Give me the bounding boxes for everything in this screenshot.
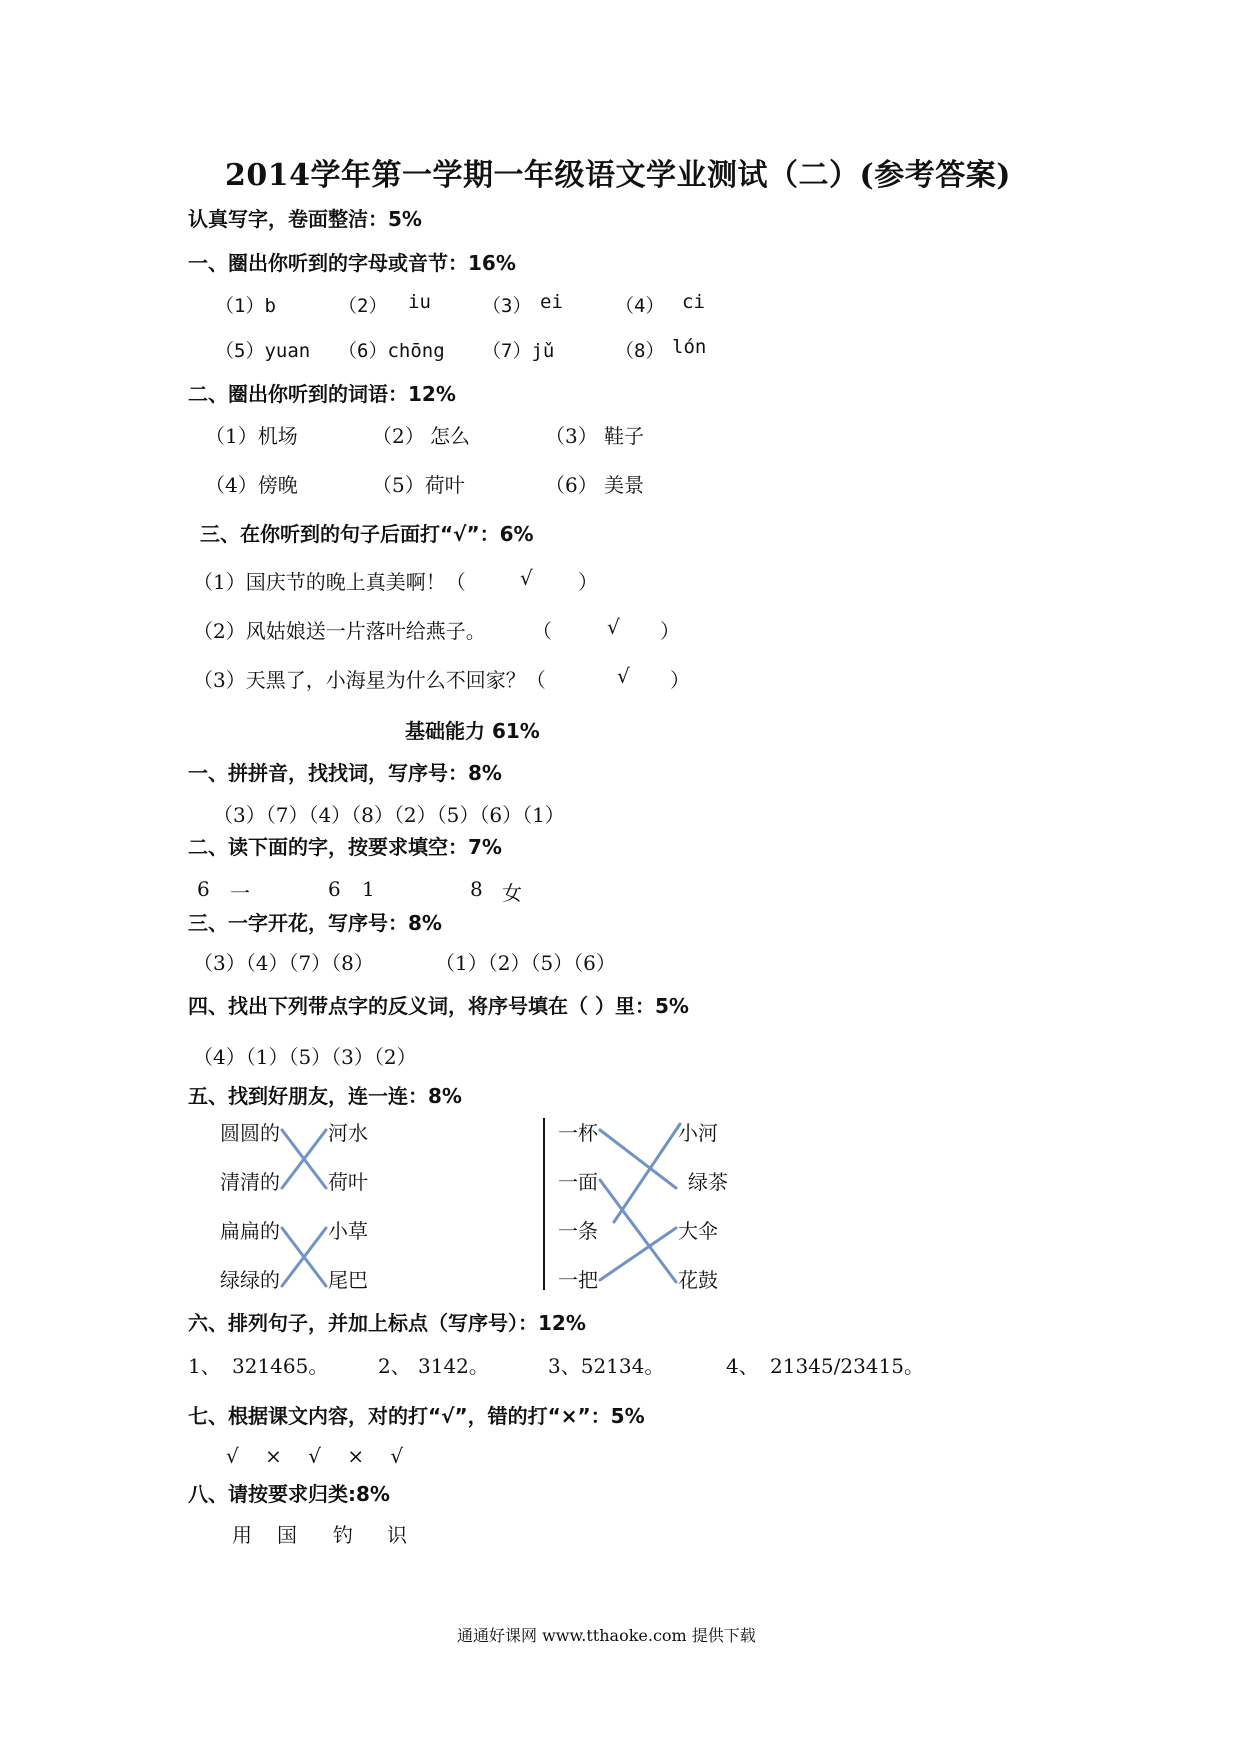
answer-item: ci <box>682 291 705 313</box>
question-heading: 七、根据课文内容，对的打“√”，错的打“×”：5% <box>188 1404 645 1428</box>
question-heading: 八、请按要求归类:8% <box>188 1482 390 1506</box>
check-mark: √ <box>617 664 630 688</box>
intro-line: 认真写字，卷面整洁：5% <box>188 207 422 231</box>
answer-line: （4）（1）（5）（3）（2） <box>193 1045 417 1069</box>
answer-item: 4、 <box>726 1354 759 1378</box>
answer-item: （5）荷叶 <box>372 473 465 497</box>
match-right-b: 大伞 <box>678 1219 718 1243</box>
section-heading: 三、在你听到的句子后面打“√”：6% <box>200 522 534 546</box>
answer-line: （3）（7）（4）（8）（2）（5）（6）（1） <box>213 803 565 827</box>
match-line <box>614 1124 680 1222</box>
answer-item: （2） <box>372 424 425 448</box>
answer-item: （4）傍晚 <box>205 473 298 497</box>
answer-item: lón <box>672 336 707 358</box>
answer-item: 8 <box>470 877 483 901</box>
match-right-a: 一面 <box>558 1170 598 1194</box>
match-right-b: 小河 <box>678 1121 718 1145</box>
question-heading: 五、找到好朋友，连一连：8% <box>188 1084 462 1108</box>
match-left-b: 河水 <box>328 1121 368 1145</box>
bracket: ） <box>660 619 680 643</box>
sentence-item: （2）风姑娘送一片落叶给燕子。 <box>193 619 486 643</box>
match-line <box>600 1130 676 1188</box>
answer-item: （8） <box>615 340 665 362</box>
question-heading: 二、读下面的字，按要求填空：7% <box>188 835 502 859</box>
answer-item: 3、52134。 <box>548 1354 665 1378</box>
char-item: 用 <box>232 1523 252 1547</box>
bracket: ） <box>578 570 598 594</box>
answer-line: （3）（4）（7）（8） <box>193 951 374 975</box>
sentence-item: （1）国庆节的晚上真美啊！（ <box>193 570 466 594</box>
answer-item: （5）yuan <box>215 340 311 362</box>
match-right-a: 一条 <box>558 1219 598 1243</box>
section-heading: 二、圈出你听到的词语：12% <box>188 382 456 406</box>
answer-item: （6） <box>545 473 598 497</box>
answer-item: 321465。 <box>232 1354 329 1378</box>
answer-item: （1）机场 <box>205 424 298 448</box>
answer-item: （2） <box>338 295 388 317</box>
bracket: ） <box>670 668 690 692</box>
footer-text: 通通好课网 www.tthaoke.com 提供下载 <box>457 1626 756 1645</box>
check-mark: √ <box>520 566 533 590</box>
answer-item: （3） <box>482 295 532 317</box>
question-heading: 六、排列句子，并加上标点（写序号）：12% <box>188 1311 586 1335</box>
match-line <box>600 1180 676 1282</box>
answer-item: 6 <box>328 877 341 901</box>
char-item: 钓 <box>333 1523 353 1547</box>
answer-item: 1 <box>362 877 375 901</box>
check-mark: √ <box>607 615 620 639</box>
answer-line: √ × √ × √ <box>226 1444 414 1468</box>
match-right-a: 一把 <box>558 1268 598 1292</box>
answer-item: 2、 <box>378 1354 411 1378</box>
bracket: （ <box>532 619 552 643</box>
answer-item: 鞋子 <box>604 424 644 448</box>
char-item: 国 <box>277 1523 297 1547</box>
match-left-a: 绿绿的 <box>220 1268 280 1292</box>
answer-item: ei <box>540 291 563 313</box>
question-heading: 四、找出下列带点字的反义词，将序号填在（ ）里：5% <box>188 994 689 1018</box>
answer-item: （6）chōng <box>338 340 445 362</box>
answer-item: 1、 <box>188 1354 221 1378</box>
match-left-b: 荷叶 <box>328 1170 368 1194</box>
answer-item: 怎么 <box>430 424 470 448</box>
section-heading: 一、圈出你听到的字母或音节：16% <box>188 251 516 275</box>
match-left-a: 扁扁的 <box>220 1219 280 1243</box>
match-left-a: 圆圆的 <box>220 1121 280 1145</box>
answer-item: 一 <box>230 881 250 905</box>
match-right-a: 一杯 <box>558 1121 598 1145</box>
char-item: 识 <box>387 1523 407 1547</box>
match-right-b: 绿茶 <box>688 1170 728 1194</box>
sentence-item: （3）天黑了，小海星为什么不回家？（ <box>193 668 546 692</box>
answer-item: iu <box>408 291 431 313</box>
answer-item: 3142。 <box>418 1354 489 1378</box>
match-line <box>600 1228 676 1280</box>
match-left-b: 尾巴 <box>328 1268 368 1292</box>
answer-item: （7）jǔ <box>482 340 555 362</box>
answer-item: 6 <box>197 877 210 901</box>
answer-item: （1）b <box>215 295 276 317</box>
match-left-a: 清清的 <box>220 1170 280 1194</box>
answer-line: （1）（2）（5）（6） <box>435 951 616 975</box>
question-heading: 三、一字开花，写序号：8% <box>188 911 442 935</box>
answer-item: （3） <box>545 424 598 448</box>
answer-item: 女 <box>502 881 522 905</box>
match-right-b: 花鼓 <box>678 1268 718 1292</box>
page-title: 2014学年第一学期一年级语文学业测试（二）(参考答案) <box>225 158 1011 193</box>
question-heading: 一、拼拼音，找找词，写序号：8% <box>188 761 502 785</box>
answer-item: 21345/23415。 <box>770 1354 924 1378</box>
answer-item: （4） <box>615 295 665 317</box>
section-title: 基础能力 61% <box>405 719 540 743</box>
answer-item: 美景 <box>604 473 644 497</box>
match-left-b: 小草 <box>328 1219 368 1243</box>
